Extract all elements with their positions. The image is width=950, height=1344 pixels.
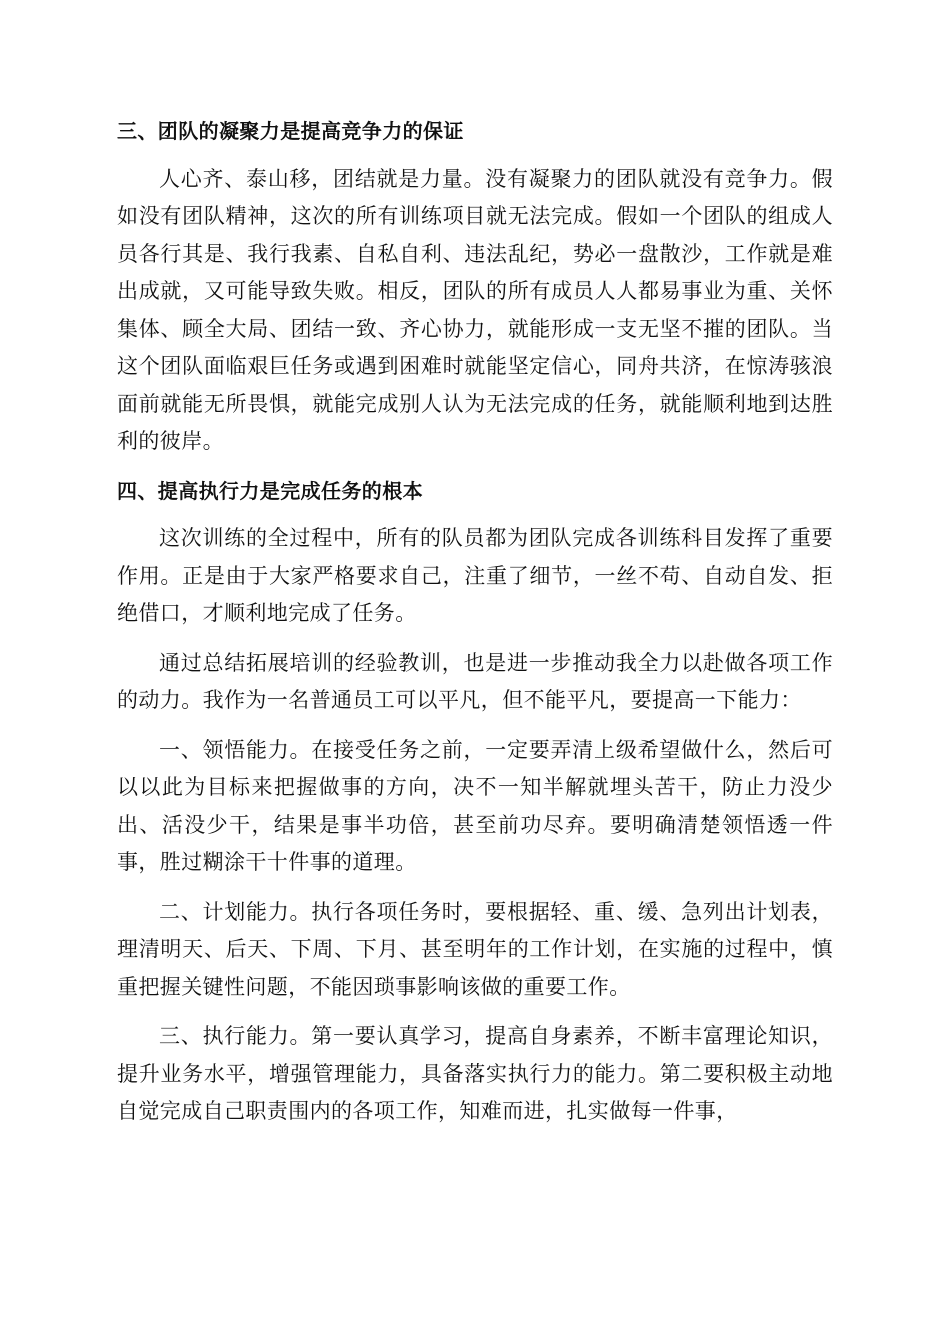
- section-heading-cohesion: 三、团队的凝聚力是提高竞争力的保证: [117, 119, 464, 143]
- document-page: [117, 113, 833, 1141]
- paragraph-execution-ability: 三、执行能力。第一要认真学习，提高自身素养，不断丰富理论知识，提升业务水平，增强管理能力，具备落实执行力的能力。第二要积极主动地自觉完成自己职责围内的各项工作，知难而进，扎实做每一件事，: [117, 1024, 833, 1123]
- paragraph-training-process: 这次训练的全过程中，所有的队员都为团队完成各训练科目发挥了重要作用。正是由于大家严格要求自己，注重了细节，一丝不苟、自动自发、拒绝借口，才顺利地完成了任务。: [117, 526, 833, 625]
- paragraph-training-summary: 通过总结拓展培训的经验教训，也是进一步推动我全力以赴做各项工作的动力。我作为一名普通员工可以平凡，但不能平凡，要提高一下能力：: [117, 650, 833, 712]
- paragraph-comprehension-ability: 一、领悟能力。在接受任务之前，一定要弄清上级希望做什么，然后可以以此为目标来把握做事的方向，决不一知半解就埋头苦干，防止力没少出、活没少干，结果是事半功倍，甚至前功尽弃。要明确清楚领悟透一件事，胜过糊涂干十件事的道理。: [117, 737, 833, 874]
- paragraph-cohesion: 人心齐、泰山移，团结就是力量。没有凝聚力的团队就没有竞争力。假如没有团队精神，这次的所有训练项目就无法完成。假如一个团队的组成人员各行其是、我行我素、自私自利、违法乱纪，势必一盘散沙，工作就是难出成就，又可能导致失败。相反，团队的所有成员人人都易事业为重、关怀集体、顾全大局、团结一致、齐心协力，就能形成一支无坚不摧的团队。当这个团队面临艰巨任务或遇到困难时就能坚定信心，同舟共济，在惊涛骇浪面前就能无所畏惧，就能完成别人认为无法完成的任务，就能顺利地到达胜利的彼岸。: [117, 166, 833, 453]
- section-heading-execution: 四、提高执行力是完成任务的根本: [117, 478, 423, 503]
- paragraph-planning-ability: 二、计划能力。执行各项任务时，要根据轻、重、缓、急列出计划表，理清明天、后天、下周、下月、甚至明年的工作计划，在实施的过程中，慎重把握关键性问题，不能因琐事影响该做的重要工作。: [117, 899, 833, 999]
